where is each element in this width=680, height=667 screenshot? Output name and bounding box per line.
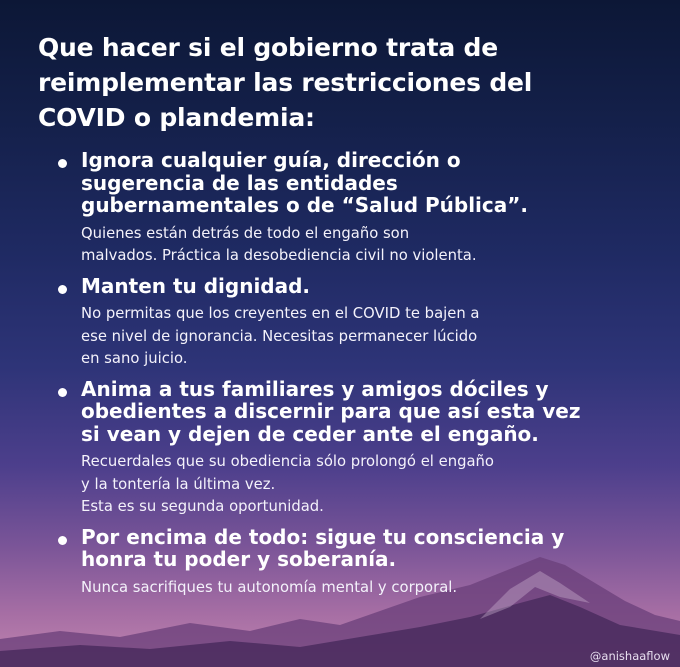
heading-line: obedientes a discernir para que así esta vez	[81, 399, 581, 423]
heading-line: si vean y dejen de ceder ante el engaño.	[81, 421, 539, 446]
item-heading	[81, 378, 653, 446]
bullet-icon	[58, 388, 67, 397]
item-body-line: Recuerdales que su obediencia sólo prolongó el engaño	[81, 453, 494, 470]
heading-line: Anima a tus familiares y amigos dóciles y	[81, 376, 549, 401]
page-title	[38, 30, 653, 135]
item-heading	[81, 149, 653, 217]
heading-line: Ignora cualquier guía, dirección o	[81, 148, 461, 172]
bullet-icon	[58, 285, 67, 294]
item-body-line: Quienes están detrás de todo el engaño son	[81, 224, 410, 242]
title-line: Que hacer si el gobierno trata de	[38, 33, 498, 62]
item-heading	[81, 275, 653, 298]
heading-line: sugerencia de las entidades	[81, 170, 398, 195]
list-item	[38, 149, 653, 268]
heading-line: Por encima de todo: sigue tu consciencia y	[81, 524, 565, 549]
item-heading	[81, 526, 653, 571]
item-body-line: Esta es su segunda oportunidad.	[81, 498, 324, 515]
bullet-icon	[58, 159, 67, 168]
item-body-line: Nunca sacrifiques tu autonomía mental y corporal.	[81, 578, 458, 596]
heading-line: honra tu poder y soberanía.	[81, 547, 397, 571]
item-body-line: No permitas que los creyentes en el COVID te bajen a	[81, 305, 480, 322]
item-body-line: en sano juicio.	[81, 350, 188, 367]
watermark: @anishaaflow	[589, 649, 670, 663]
bullet-icon	[58, 536, 67, 545]
list-item	[38, 378, 653, 519]
heading-line: gubernamentales o de “Salud Pública”.	[81, 193, 529, 217]
advice-list	[38, 149, 653, 599]
list-item	[38, 275, 653, 371]
list-item	[38, 526, 653, 600]
title-line: COVID o plandemia:	[38, 103, 315, 132]
item-body-line: y la tontería la última vez.	[81, 475, 276, 493]
content	[38, 30, 653, 606]
item-body-line: malvados. Práctica la desobediencia civil no violenta.	[81, 247, 477, 264]
title-line: reimplementar las restricciones del	[38, 68, 533, 97]
heading-line: Manten tu dignidad.	[81, 273, 311, 298]
item-body-line: ese nivel de ignorancia. Necesitas permanecer lúcido	[81, 327, 478, 345]
